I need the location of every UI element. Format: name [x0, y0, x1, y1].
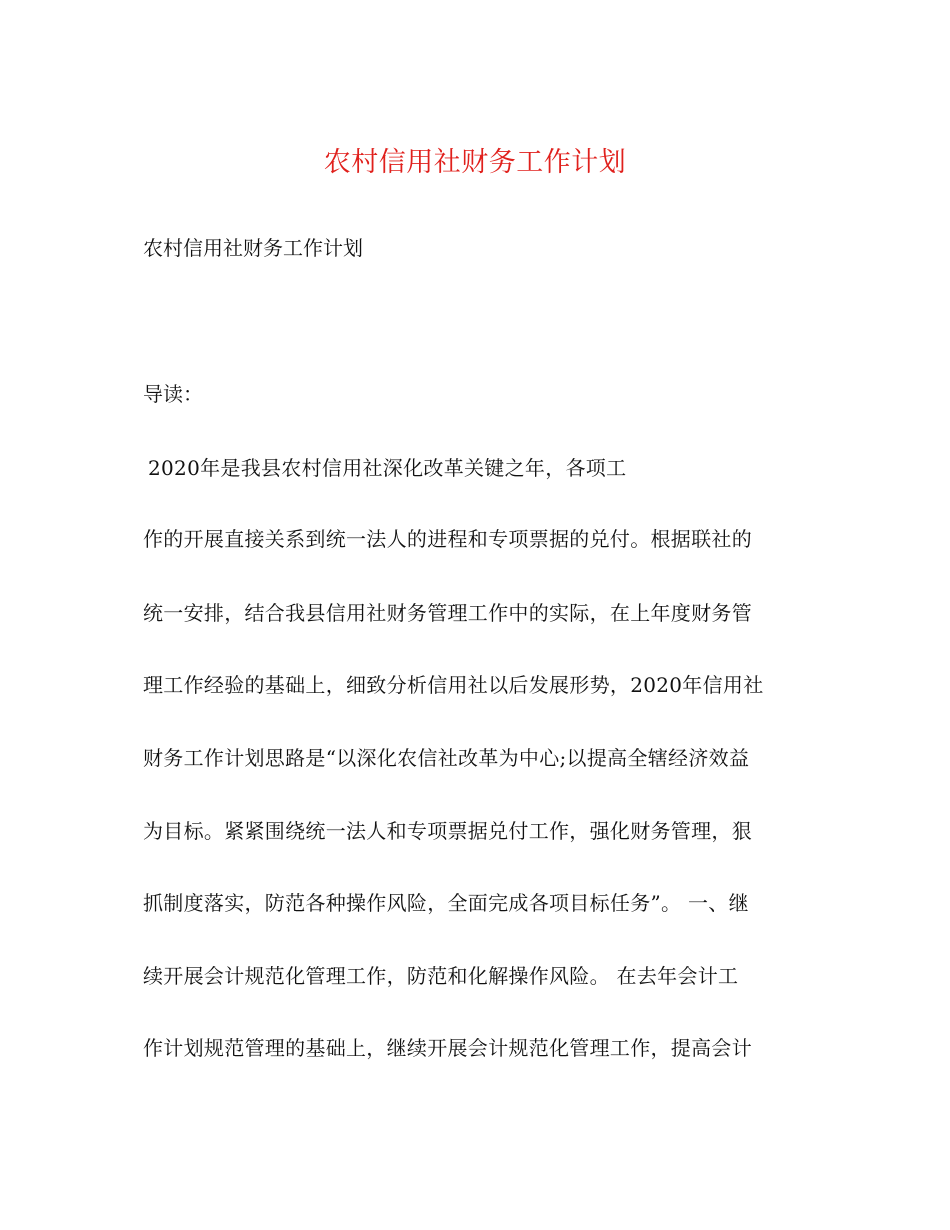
document-title: 农村信用社财务工作计划: [323, 147, 627, 178]
body-line: 抓制度落实，防范各种操作风险，全面完成各项目标任务”。 一、继: [143, 891, 749, 915]
lead-label: 导读：: [143, 382, 203, 406]
document-subtitle: 农村信用社财务工作计划: [143, 236, 363, 260]
body-line: 财务工作计划思路是“以深化农信社改革为中心;以提高全辖经济效益: [143, 746, 750, 770]
body-line: 作的开展直接关系到统一法人的进程和专项票据的兑付。根据联社的: [143, 527, 752, 551]
body-line: 理工作经验的基础上，细致分析信用社以后发展形势，2020年信用社: [143, 673, 764, 697]
body-line: 2020年是我县农村信用社深化改革关键之年，各项工: [148, 456, 627, 480]
body-line: 作计划规范管理的基础上，继续开展会计规范化管理工作，提高会计: [143, 1036, 752, 1060]
body-line: 续开展会计规范化管理工作，防范和化解操作风险。 在去年会计工: [143, 964, 739, 988]
body-line: 统一安排，结合我县信用社财务管理工作中的实际，在上年度财务管: [143, 601, 752, 625]
body-line: 为目标。紧紧围绕统一法人和专项票据兑付工作，强化财务管理，狠: [143, 819, 752, 843]
